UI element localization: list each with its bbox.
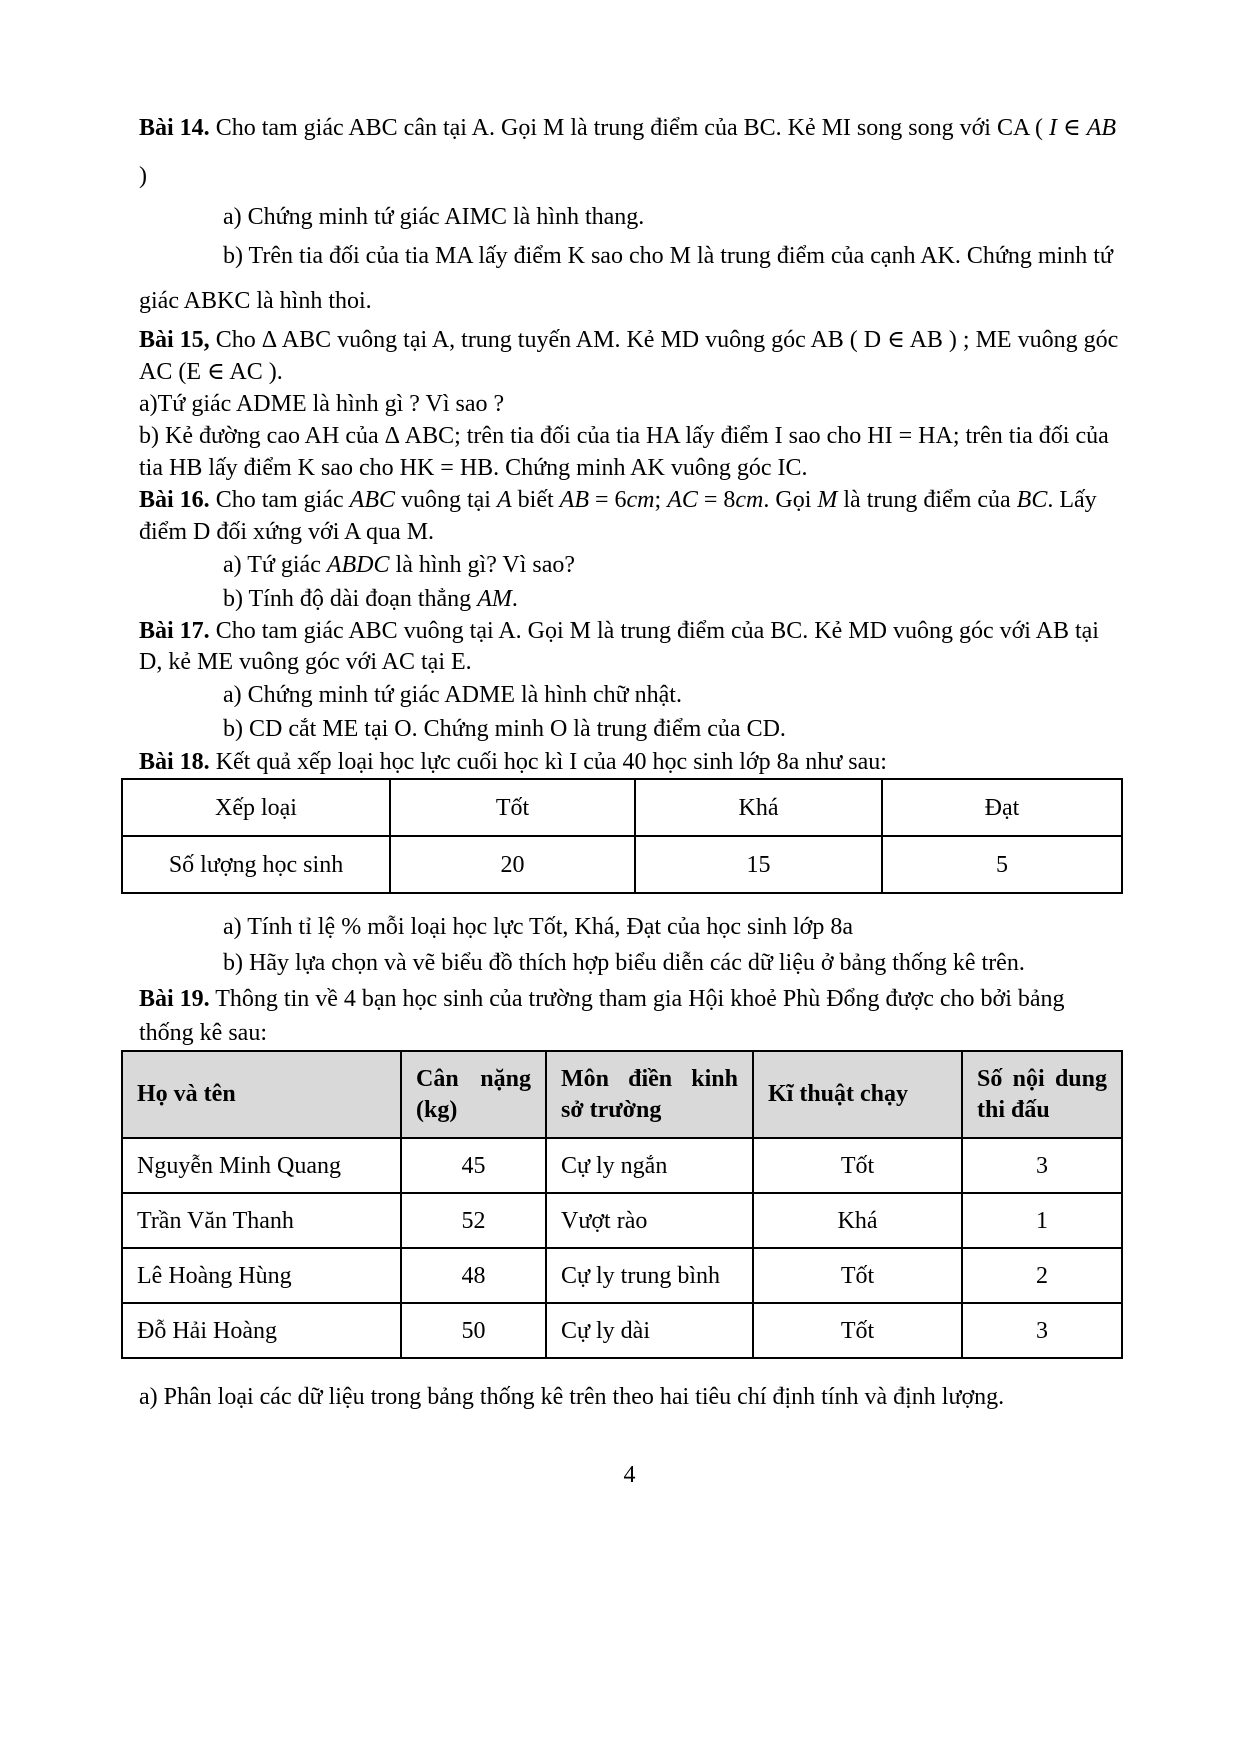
hoc-luc-table [121,778,1123,894]
exercise-16-item-b: b) Tính độ dài đoạn thẳng AM. [223,586,518,612]
table-cell: Cự ly ngắn [546,1138,753,1193]
table-cell: Đạt [882,779,1122,836]
header-cell: Họ và tên [122,1051,401,1138]
header-cell: Số nội dung thi đấu [962,1051,1122,1138]
table-cell: 1 [962,1193,1122,1248]
exercise-17-item-a: a) Chứng minh tứ giác ADME là hình chữ nhật. [223,682,682,708]
table-cell: Vượt rào [546,1193,753,1248]
table-row [122,1193,1122,1248]
table-cell: Số lượng học sinh [122,836,390,893]
exercise-17-item-b: b) CD cắt ME tại O. Chứng minh O là trung điểm của CD. [223,716,786,742]
table-cell: 52 [401,1193,546,1248]
table-cell: Tốt [390,779,635,836]
exercise-18-item-b: b) Hãy lựa chọn và vẽ biểu đồ thích hợp biểu diễn các dữ liệu ở bảng thống kê trên. [223,950,1025,976]
exercise-15-item-b: b) Kẻ đường cao AH của Δ ABC; trên tia đối của tia HA lấy điểm I sao cho HI = HA; trên tia đối của tia HB lấy điểm K sao cho HK = HB. Chứng minh AK vuông góc IC. [139,423,1109,481]
exercise-16-intro: Bài 16. Cho tam giác ABC vuông tại A biết AB = 6cm; AC = 8cm. Gọi M là trung điểm của BC. Lấy điểm D đối xứng với A qua M. [139,487,1097,545]
table-cell: Cự ly dài [546,1303,753,1358]
header-cell: Kĩ thuật chạy [753,1051,962,1138]
exercise-14-item-a: a) Chứng minh tứ giác AIMC là hình thang. [223,204,645,230]
table-cell: 50 [401,1303,546,1358]
table-row [122,836,1122,893]
exercise-14-intro: Bài 14. Cho tam giác ABC cân tại A. Gọi M là trung điểm của BC. Kẻ MI song song với CA ( I ∈ AB ) [139,115,1117,189]
table-cell: Tốt [753,1138,962,1193]
table-cell: 3 [962,1303,1122,1358]
table-cell: 20 [390,836,635,893]
table-cell: Tốt [753,1303,962,1358]
exercise-14-item-b: b) Trên tia đối của tia MA lấy điểm K sao cho M là trung điểm của cạnh AK. Chứng minh tứ giác ABKC là hình thoi. [139,243,1113,314]
table-cell: Nguyễn Minh Quang [122,1138,401,1193]
table-cell: 3 [962,1138,1122,1193]
header-cell: Môn điền kinh sở trường [546,1051,753,1138]
hoi-khoe-table [121,1050,1123,1359]
page-number: 4 [623,1462,636,1488]
table-row [122,1248,1122,1303]
table-cell: Xếp loại [122,779,390,836]
table-row [122,1138,1122,1193]
exercise-16-item-a: a) Tứ giác ABDC là hình gì? Vì sao? [223,552,576,578]
table-cell: Đỗ Hải Hoàng [122,1303,401,1358]
table-row [122,1303,1122,1358]
table-cell: Khá [635,779,882,836]
table-cell: 48 [401,1248,546,1303]
table-cell: Khá [753,1193,962,1248]
table-cell: Lê Hoàng Hùng [122,1248,401,1303]
exercise-17-intro: Bài 17. Cho tam giác ABC vuông tại A. Gọi M là trung điểm của BC. Kẻ MD vuông góc với AB tại D, kẻ ME vuông góc với AC tại E. [139,618,1099,675]
table-row [122,779,1122,836]
table-cell: 2 [962,1248,1122,1303]
exercise-19-intro: Bài 19. Thông tin về 4 bạn học sinh của trường tham gia Hội khoẻ Phù Đổng được cho bởi bảng thống kê sau: [139,986,1065,1046]
table-header-row [122,1051,1122,1138]
table-cell: Trần Văn Thanh [122,1193,401,1248]
exercise-18-item-a: a) Tính tỉ lệ % mỗi loại học lực Tốt, Khá, Đạt của học sinh lớp 8a [223,914,853,940]
exercise-15-item-a: a)Tứ giác ADME là hình gì ? Vì sao ? [139,391,505,417]
exercise-19-item-a: a) Phân loại các dữ liệu trong bảng thống kê trên theo hai tiêu chí định tính và định lượng. [139,1384,1005,1410]
table-cell: 5 [882,836,1122,893]
table-cell: Tốt [753,1248,962,1303]
table-cell: Cự ly trung bình [546,1248,753,1303]
header-cell: Cân nặng (kg) [401,1051,546,1138]
exercise-18-intro: Bài 18. Kết quả xếp loại học lực cuối học kì I của 40 học sinh lớp 8a như sau: [139,749,887,775]
exercise-15-intro: Bài 15, Cho Δ ABC vuông tại A, trung tuyến AM. Kẻ MD vuông góc AB ( D ∈ AB ) ; ME vuông góc AC (E ∈ AC ). [139,327,1119,385]
table-cell: 15 [635,836,882,893]
table-cell: 45 [401,1138,546,1193]
